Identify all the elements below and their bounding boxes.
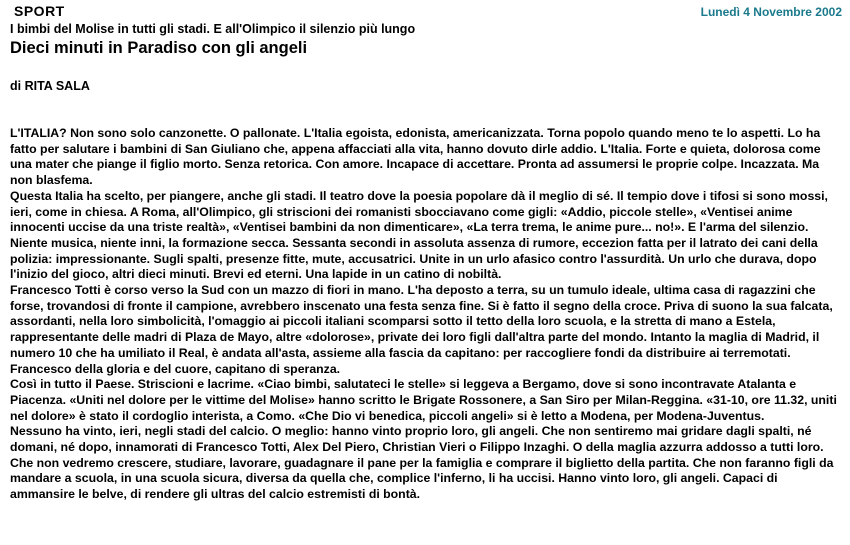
article-paragraph: L'ITALIA? Non sono solo canzonette. O pallonate. L'Italia egoista, edonista, americanizzata. Torna popolo quando meno te lo aspetti. Lo ha fatto per salutare i bambini di San Giuliano che, appena affacciati alla vita, hanno dovuto dirle addio. L'Italia. Forte e quieta, dolorosa come una mater che piange il figlio morto. Senza retorica. Con amore. Incapace di accettare. Pronta ad assumersi le proprie colpe. Incazzata. Ma non blasfema.: [10, 126, 821, 188]
article-paragraph: Così in tutto il Paese. Striscioni e lacrime. «Ciao bimbi, salutateci le stelle» si leggeva a Bergamo, dove si sono incontravate Atalanta e Piacenza. «Uniti nel dolore per le vittime del Molise» hanno scritto le Brigate Rossonere, a San Siro per Milan-Reggina. «31-10, ore 11.32, uniti nel dolore» è stato il cordoglio interista, a Como. «Che Dio vi benedica, piccoli angeli» si è letto a Modena, per Modena-Juventus.: [10, 377, 837, 423]
article-paragraph: Nessuno ha vinto, ieri, negli stadi del calcio. O meglio: hanno vinto proprio loro, gli angeli. Che non sentiremo mai gridare dagli spalti, né domani, né dopo, innamorati di Francesco Totti, Alex Del Piero, Christian Vieri o Filippo Inzaghi. O della maglia azzurra addosso a tutti loro. Che non vedremo crescere, studiare, lavorare, guadagnare il pane per la famiglia e comprare il biglietto della partita. Che non faranno figli da mandare a scuola, in una scuola sicura, diversa da quella che, complice l'inferno, li ha uccisi. Hanno vinto loro, gli angeli. Capaci di ammansire le belve, di rendere gli ultras del calcio estremisti di bontà.: [10, 424, 834, 502]
article-paragraph: Francesco Totti è corso verso la Sud con un mazzo di fiori in mano. L'ha deposto a terra, su un tumulo ideale, ultima casa di ragazzini che forse, trovandosi di fronte il campione, avrebbero inscenato una festa senza fine. Si è fatto il segno della croce. Priva di suono la sua falcata, assordanti, nella loro simbolicità, l'omaggio ai piccoli italiani scomparsi sotto il tetto della loro scuola, e la stretta di mano a Estela, rappresentante delle madri di Plaza de Mayo, altre «dolorose», private dei loro figli dall'altra parte del mondo. Intanto la maglia di Madrid, il numero 10 che ha umiliato il Real, è andata all'asta, assieme alla fascia da capitano: per raccogliere fondi da distribuire ai terremotati. Francesco della gloria e del cuore, capitano di speranza.: [10, 283, 833, 376]
byline: di RITA SALA: [10, 79, 90, 93]
article-body: [10, 126, 844, 503]
section-label: SPORT: [14, 3, 65, 19]
article-paragraph: Questa Italia ha scelto, per piangere, anche gli stadi. Il teatro dove la poesia popolare dà il meglio di sé. Il tempio dove i tifosi si sono mossi, ieri, come in chiesa. A Roma, all'Olimpico, gli striscioni dei romanisti sbocciavano come gigli: «Addio, piccole stelle», «Ventisei anime innocenti uccise da una triste realtà», «Ventisei bambini da non dimenticare», «La terra trema, le anime pure... no!». E l'arma del silenzio. Niente musica, niente inni, la formazione secca. Sessanta secondi in assoluta assenza di rumore, eccezion fatta per il latrato dei cani della polizia: impressionante. Sugli spalti, presenze fitte, mute, accusatrici. Unite in un urlo afasico contro l'assurdità. Un urlo che durava, dopo l'inizio del gioco, altri dieci minuti. Brevi ed eterni. Una lapide in un catino di nobiltà.: [10, 188, 828, 282]
headline: Dieci minuti in Paradiso con gli angeli: [10, 39, 308, 57]
publication-date: Lunedì 4 Novembre 2002: [700, 5, 842, 19]
kicker: I bimbi del Molise in tutti gli stadi. E all'Olimpico il silenzio più lungo: [10, 22, 416, 36]
